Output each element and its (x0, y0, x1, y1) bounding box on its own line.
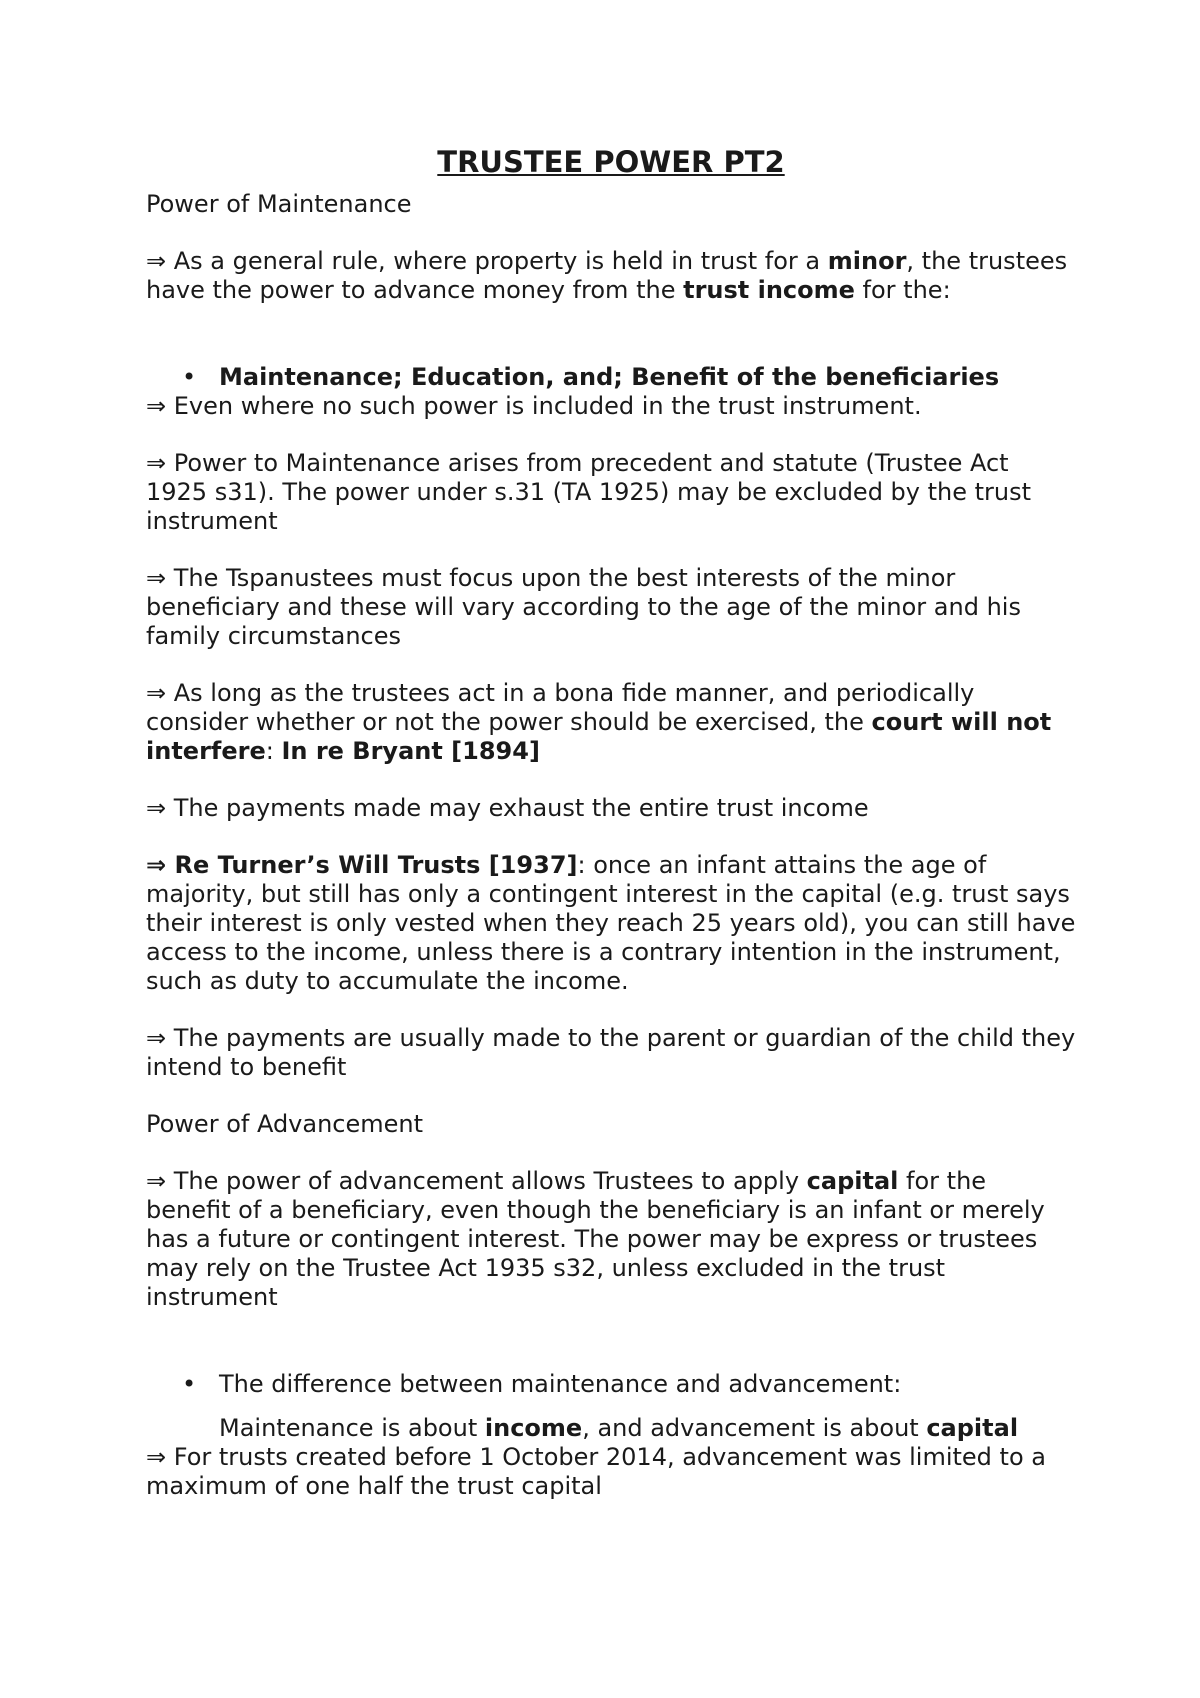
arrow-icon: ⇒ (146, 1443, 167, 1471)
arrow-icon: ⇒ (146, 679, 167, 707)
arrow-icon: ⇒ (146, 392, 167, 420)
heading-power-of-advancement: Power of Advancement (146, 1110, 424, 1138)
arrow-icon: ⇒ (146, 794, 167, 822)
arrow-icon: ⇒ (146, 1167, 167, 1195)
document-title: TRUSTEE POWER PT2 (437, 145, 785, 179)
arrow-icon: ⇒ (146, 449, 167, 477)
paragraph-income-vs-capital: Maintenance is about income, and advancement is about capital (219, 1414, 1019, 1442)
paragraph-exhaust-income: ⇒ The payments made may exhaust the entire trust income (146, 794, 869, 822)
paragraph-general-rule: ⇒ As a general rule, where property is held in trust for a minor, the trustees have the power to advance money from the trust income for the: (146, 247, 1068, 304)
paragraph-statute: ⇒ Power to Maintenance arises from precedent and statute (Trustee Act 1925 s31). The power under s.31 (TA 1925) may be excluded by the trust instrument (146, 449, 1032, 535)
arrow-icon: ⇒ (146, 564, 167, 592)
arrow-icon: ⇒ (146, 851, 167, 879)
arrow-icon: ⇒ (146, 247, 167, 275)
arrow-icon: ⇒ (146, 1024, 167, 1052)
paragraph-best-interests: ⇒ The Tspanustees must focus upon the best interests of the minor beneficiary and these will vary according to the age of the minor and his family circumstances (146, 564, 1021, 650)
paragraph-no-power-included: ⇒ Even where no such power is included in the trust instrument. (146, 392, 922, 420)
document-body (146, 142, 1076, 1501)
bullet-icon: • (182, 1370, 197, 1398)
heading-power-of-maintenance: Power of Maintenance (146, 190, 412, 218)
paragraph-one-half-limit: ⇒ For trusts created before 1 October 2014, advancement was limited to a maximum of one half the trust capital (146, 1443, 1046, 1500)
paragraph-re-turner: ⇒ Re Turner’s Will Trusts [1937]: once an infant attains the age of majority, but still has only a contingent interest in the capital (e.g. trust says their interest is only vested when they reach 25 years old), you can still have access to the income, unless there is a contrary intention in the instrument, such as duty to accumulate the income. (146, 851, 1076, 995)
bullet-icon: • (182, 363, 197, 391)
paragraph-payments-parent: ⇒ The payments are usually made to the parent or guardian of the child they intend to benefit (146, 1024, 1076, 1081)
bullet-difference: • The difference between maintenance and advancement: (182, 1370, 902, 1398)
paragraph-bona-fide: ⇒ As long as the trustees act in a bona fide manner, and periodically consider whether or not the power should be exercised, the court will not interfere: In re Bryant [1894] (146, 679, 1052, 765)
paragraph-advancement-capital: ⇒ The power of advancement allows Trustees to apply capital for the benefit of a beneficiary, even though the beneficiary is an infant or merely has a future or contingent interest. The power may be express or trustees may rely on the Trustee Act 1935 s32, unless excluded in the trust instrument (146, 1167, 1045, 1311)
bullet-maintenance-purposes: • Maintenance; Education, and; Benefit of the beneficiaries (182, 363, 1000, 391)
